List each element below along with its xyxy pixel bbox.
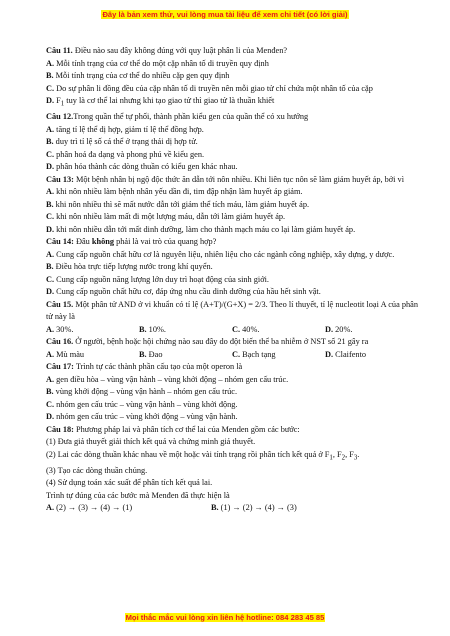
question-15-options (46, 324, 418, 337)
question-12-option-c: C. phân hoá đa dạng và phong phú về kiểu gen. (46, 149, 205, 159)
question-16-stem: Câu 16. Ở người, bệnh hoặc hội chứng nào sau đây do đột biến thể ba nhiễm ở NST số 21 gây ra (46, 337, 369, 347)
question-17-option-a: A. gen điều hòa – vùng vận hành – vùng khởi động – nhóm gen cấu trúc. (46, 374, 289, 384)
question-18-step-1: (1) Đưa giả thuyết giải thích kết quả và chứng minh giả thuyết. (46, 437, 256, 447)
question-12-option-d: D. phân hóa thành các dòng thuần có kiểu gen khác nhau. (46, 162, 238, 172)
question-16-option-c: C. Bạch tạng (232, 349, 276, 359)
question-17-option-b: B. vùng khởi động – vùng vận hành – nhóm gen cấu trúc. (46, 387, 238, 397)
question-11-option-a: A. Mỗi tính trạng của cơ thể do một cặp nhân tố di truyền quy định (46, 58, 269, 68)
hotline-text: Mọi thắc mắc vui lòng xin liên hệ hotline: 084 283 45 85 (125, 613, 325, 622)
question-18-step-4: (4) Sử dụng toán xác suất để phân tích kết quả lai. (46, 478, 213, 488)
question-13-option-d: D. khi nôn nhiều dẫn tới mất dinh dưỡng, làm cho thành mạch máu co lại làm giảm huyết áp. (46, 224, 356, 234)
question-18-order-prompt: Trình tự đúng của các bước mà Menđen đã thực hiện là (46, 490, 230, 500)
question-14-option-c: C. Cung cấp nguồn năng lượng lớn duy trì hoạt động của sinh giới. (46, 274, 269, 284)
question-13-option-c: C. khi nôn nhiều làm mất đi một lượng máu, dẫn tới làm giảm huyết áp. (46, 212, 286, 222)
question-18-option-b: B. (1) → (2) → (4) → (3) (211, 503, 297, 513)
question-15-option-b: B. 10%. (139, 324, 166, 334)
question-16-option-b: B. Đao (139, 349, 163, 359)
question-16-option-d: D. Claifento (325, 349, 367, 359)
document-body (46, 45, 418, 515)
question-15-option-d: D. 20%. (325, 324, 353, 334)
question-16-option-a: A. Mù màu (46, 349, 85, 359)
preview-notice-text: Đây là bản xem thử, vui lòng mua tài liệu để xem chi tiết (có lời giải) (102, 10, 348, 19)
question-14-option-d: D. Cung cấp nguồn chất hữu cơ, đáp ứng nhu cầu dinh dưỡng của hầu hết sinh vật. (46, 287, 321, 297)
question-17-stem: Câu 17: Trình tự các thành phần cấu tạo của một operon là (46, 362, 243, 372)
question-13-stem: Câu 13: Một bệnh nhân bị ngộ độc thức ăn dẫn tới nôn nhiều. Khi liên tục nôn sẽ làm giảm huyết áp, bởi vì (46, 174, 404, 184)
question-18-options (46, 502, 418, 515)
question-15-stem: Câu 15. Một phân tử AND ở vi khuẩn có tỉ lệ (A+T)/(G+X) = 2/3. Theo lí thuyết, tỉ lệ nucleotit loại A của phân tử này là (46, 299, 418, 322)
question-16-options (46, 349, 418, 362)
question-14-option-b: B. Điều hòa trực tiếp lượng nước trong khí quyển. (46, 262, 213, 272)
question-15-option-c: C. 40%. (232, 324, 260, 334)
question-15-option-a: A. 30%. (46, 324, 74, 334)
question-14-stem: Câu 14: Đâu không phải là vai trò của quang hợp? (46, 237, 217, 247)
hotline-banner (0, 613, 450, 622)
question-13-option-a: A. khi nôn nhiều làm bệnh nhân yếu dần đi, tim đập nhận làm huyết áp giảm. (46, 187, 303, 197)
question-13-option-b: B. khi nôn nhiều thì sẽ mất nước dẫn tới giảm thể tích máu, làm giảm huyết áp. (46, 199, 310, 209)
question-12-option-a: A. tăng tỉ lệ thể dị hợp, giảm tỉ lệ thể đồng hợp. (46, 124, 204, 134)
question-17-option-d: D. nhóm gen cấu trúc – vùng khởi động – vùng vận hành. (46, 412, 238, 422)
question-18-option-a: A. (2) → (3) → (4) → (1) (46, 503, 133, 513)
question-18-step-3: (3) Tạo các dòng thuần chủng. (46, 465, 148, 475)
question-18-step-2: (2) Lai các dòng thuần khác nhau về một hoặc vài tính trạng rồi phân tích kết quả ở $F_1$, $F_2$, $F_3$. (46, 449, 360, 462)
question-18-stem: Câu 18: Phương pháp lai và phân tích cơ thể lai của Menden gồm các bước: (46, 424, 300, 434)
preview-notice-banner (0, 10, 450, 19)
question-11-option-d: D. $F_1$ tuy là cơ thể lai nhưng khi tạo giao tử thì giao tử là thuần khiết (46, 96, 275, 108)
question-17-option-c: C. nhóm gen cấu trúc – vùng vận hành – vùng khởi động. (46, 399, 238, 409)
question-14-option-a: A. Cung cấp nguồn chất hữu cơ là nguyên liệu, nhiên liệu cho các ngành công nghiệp, xây dựng, y dược. (46, 249, 395, 259)
question-12-stem: Câu 12.Trong quần thể tự phối, thành phần kiểu gen của quần thể có xu hướng (46, 112, 309, 122)
question-11-stem: Câu 11. Điều nào sau đây không đúng với quy luật phân li của Menđen? (46, 46, 288, 55)
question-11-option-c: C. Do sự phân li đồng đều của cặp nhân tố di truyền nên mỗi giao tử chỉ chứa một nhân tố của cặp (46, 83, 373, 93)
question-11-option-b: B. Mỗi tính trạng của cơ thể do nhiều cặp gen quy định (46, 71, 230, 80)
question-12-option-b: B. duy trì tỉ lệ số cá thể ở trạng thái dị hợp tử. (46, 137, 198, 147)
